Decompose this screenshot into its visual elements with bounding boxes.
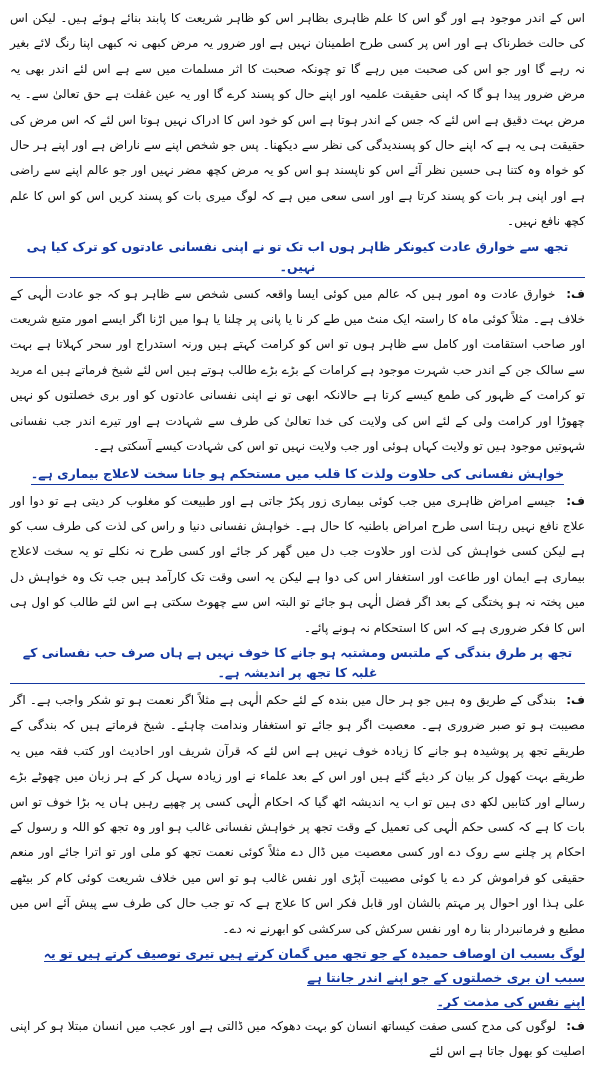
paragraph-4-text: بندگی کے طریق وہ ہیں جو ہر حال میں بندہ کے لئے حکم الٰہی ہے مثلاً اگر نعمت ہو تو شکر واجب ہے۔ اگر مصیبت ہو تو صبر ضروری ہے۔ معصیت اگر ہو جائے تو استغفار وندامت چاہئے۔ شیخ فرماتے ہیں کہ بندگی کے طریقے تجھ پر پوشیدہ ہو جانے کا زیادہ خوف نہیں ہے اس لئے کہ قرآن شریف اور احادیث اور کتب فقہ میں یہ طریقے بہت کھول کر بیان کر دیئے گئے ہیں اور اس کے بعد علماء نے اور زیادہ سہل کر کے ہر زبان میں چھوٹے بڑے رسالے اور کتابیں لکھ دی ہیں تو اب یہ اندیشہ اٹھ گیا کہ احکام الٰہی کسی پر چھپے رہیں ہاں یہ بڑا خوف تو اس بات کا ہے کہ کسی حکم الٰہی کی تعمیل کے وقت تجھ پر خواہش نفسانی غالب ہو اور وہ تجھ کو اللہ و رسول کے احکام پر چلنے سے روک دے اور کسی معصیت میں ڈال دے مثلاً کوئی نعمت تجھ کو ملی اور تو اترا جائے اور منعم حقیقی کو فراموش کر دے یا کوئی مصیبت آپڑی اور نفس غالب ہو تو اس میں خلاف شریعت کوئی کام کر بیٹھے علی ہذا اور احوال پر مہتم بالشان اور قابل فکر اس کا علاج ہے کہ تو جب حال کی طرف سے پیش آئے اس میں مطیع و فرمانبردار بنا رہ اور نفس سرکش کی سرکشی کو ابھرنے نہ دے۔ bbox=[10, 692, 585, 936]
paragraph-5 bbox=[10, 1014, 585, 1065]
heading-3 bbox=[10, 643, 585, 685]
paragraph-1: اس کے اندر موجود ہے اور گو اس کا علم ظاہری بظاہر اس کو ظاہر شریعت کا پابند بنائے ہوئے ہیں۔ لیکن اس کی حالت خطرناک ہے اور اس پر کسی طرح اطمینان نہیں ہے اور ضرور یہ مرض کبھی نہ کبھی اپنا رنگ لائے بغیر نہ رہے گا اور جو اس کی صحبت میں رہے گا تو چونکہ صحبت کا اثر مسلمات میں سے ہے اس لئے اندر بھی یہ مرض ضرور پیدا ہو گا کہ اپنی حقیقت علمیہ اور اپنے حال کو پسند کرے گا اور یہ عین غفلت ہے حق تعالیٰ سے۔ یہ مرض بہت دقیق ہے اس لئے کہ جس کے اندر ہوتا ہے اس کو خود اس کا ادراک نہیں ہوتا اس لئے کہ اس مرض کی حقیقت ہی یہ ہے کہ اپنے حال کو پسندیدگی کی نظر سے دیکھنا۔ پس جو شخص اپنے سے ناراض ہے اور اپنے ہر حال کو خواہ وہ کتنا ہی حسین نظر آئے اس کو ناپسند ہو اس کو یہ مرض کچھ مضر نہیں اور جو عالم اپنے سے راضی ہے اور اپنی ہر بات کو پسند کرتا ہے اور اسی سعی میں ہے کہ لوگ میری بات کو پسند کریں اس کو اس کا علم کچھ نافع نہیں۔ bbox=[10, 11, 585, 229]
paragraph-2 bbox=[10, 282, 585, 460]
paragraph-2-text: خوارق عادت وہ امور ہیں کہ عالم میں کوئی ایسا واقعہ کسی شخص سے ظاہر ہو کہ جو عادت الٰہی کے خلاف ہے۔ مثلاً کوئی ماہ کا راستہ ایک منٹ میں طے کر نا یا پانی پر چلنا یا ہوا میں اڑنا اگر ایسے امور متبع شریعت اور صاحب استقامت اور کامل سے ظاہر ہوں تو اس کو کرامت کہتے ہیں ورنہ استدراج اور سحر کہلاتا ہے بہت سے سالک جن کے اندر حب شہرت موجود ہے کرامات کے بڑے بڑے طالب ہوتے ہیں اس لئے شیخ فرماتے ہیں اے مرید تو کرامت کے ظہور کی طمع کیسے کرتا ہے حالانکہ ابھی تو نے اپنی نفسانی عادتوں کو اور بری خصلتوں کو نہیں چھوڑا اور کرامت ولی کے لئے اس کی ولایت کی خدا تعالیٰ کی طرف سے شہادت ہے اور تیرے اندر جب نفسانی شہوتیں موجود ہیں تو ولایت کہاں ہوئی اور جب ولایت نہیں تو اس کی شہادت کیسے آسکتی ہے۔ bbox=[10, 286, 585, 454]
paragraph-3 bbox=[10, 489, 585, 641]
paragraph-4-prefix: ف: bbox=[566, 692, 585, 707]
heading-4-line-2-text: اپنے نفس کی مذمت کر۔ bbox=[436, 994, 585, 1009]
heading-2 bbox=[10, 462, 585, 486]
heading-4-line-1 bbox=[10, 942, 585, 990]
heading-1-text: تجھ سے خوارق عادت کیونکر ظاہر ہوں اب تک تو نے اپنی نفسانی عادتوں کو ترک کیا ہی نہیں۔ bbox=[10, 237, 585, 278]
paragraph-5-text: لوگوں کی مدح کسی صفت کیساتھ انسان کو بہت دھوکہ میں ڈالتی ہے اور عجب میں انسان مبتلا ہو کر اپنی اصلیت کو بھول جاتا ہے اس لئے bbox=[10, 1019, 585, 1059]
paragraph-3-prefix: ف: bbox=[566, 493, 585, 508]
heading-2-text: خواہش نفسانی کی حلاوت ولذت کا قلب میں مستحکم ہو جانا سخت لاعلاج بیماری ہے۔ bbox=[31, 464, 564, 485]
paragraph-3-text: جیسے امراض ظاہری میں جب کوئی بیماری زور پکڑ جاتی ہے اور طبیعت کو مغلوب کر دیتی ہے تو دوا اور علاج نافع نہیں رہتا اسی طرح امراض باطنیہ کا حال ہے۔ خواہش نفسانی دنیا و راس کی لذت کی طرف سب کو ہے لیکن کسی خواہش کی لذت اور حلاوت جب دل میں گھر کر جائے اور کسی طرح نہ نکلے تو یہ سخت لاعلاج بیماری ہے ایمان اور طاعت اور استغفار اس کی دوا ہے لیکن یہ اسی وقت تک کارآمد ہیں جب تک وہ خواہش دل میں پختہ نہ ہو پختگی کے بعد اگر فضل الٰہی ہو جائے تو البتہ اس سے چھوٹ سکتی ہے اس لئے طالب کو اول ہی اس کا فکر ضروری ہے کہ اس کا استحکام نہ ہونے پائے۔ bbox=[10, 493, 585, 635]
heading-1 bbox=[10, 237, 585, 279]
heading-4-line-2 bbox=[10, 990, 585, 1014]
heading-3-text: تجھ پر طرق بندگی کے ملتبس ومشتبہ ہو جانے کا خوف نہیں ہے ہاں صرف حب نفسانی کے غلبہ کا تجھ پر اندیشہ ہے۔ bbox=[10, 643, 585, 684]
paragraph-5-prefix: ف: bbox=[566, 1019, 585, 1033]
paragraph-4 bbox=[10, 688, 585, 942]
heading-4-line-1-text: لوگ بسبب ان اوصاف حمیدہ کے جو تجھ میں گمان کرتے ہیں تیری توصیف کرتے ہیں تو یہ سبب ان بری خصلتوں کے جو اپنے اندر جانتا ہے bbox=[43, 946, 585, 985]
paragraph-2-prefix: ف: bbox=[566, 286, 585, 301]
